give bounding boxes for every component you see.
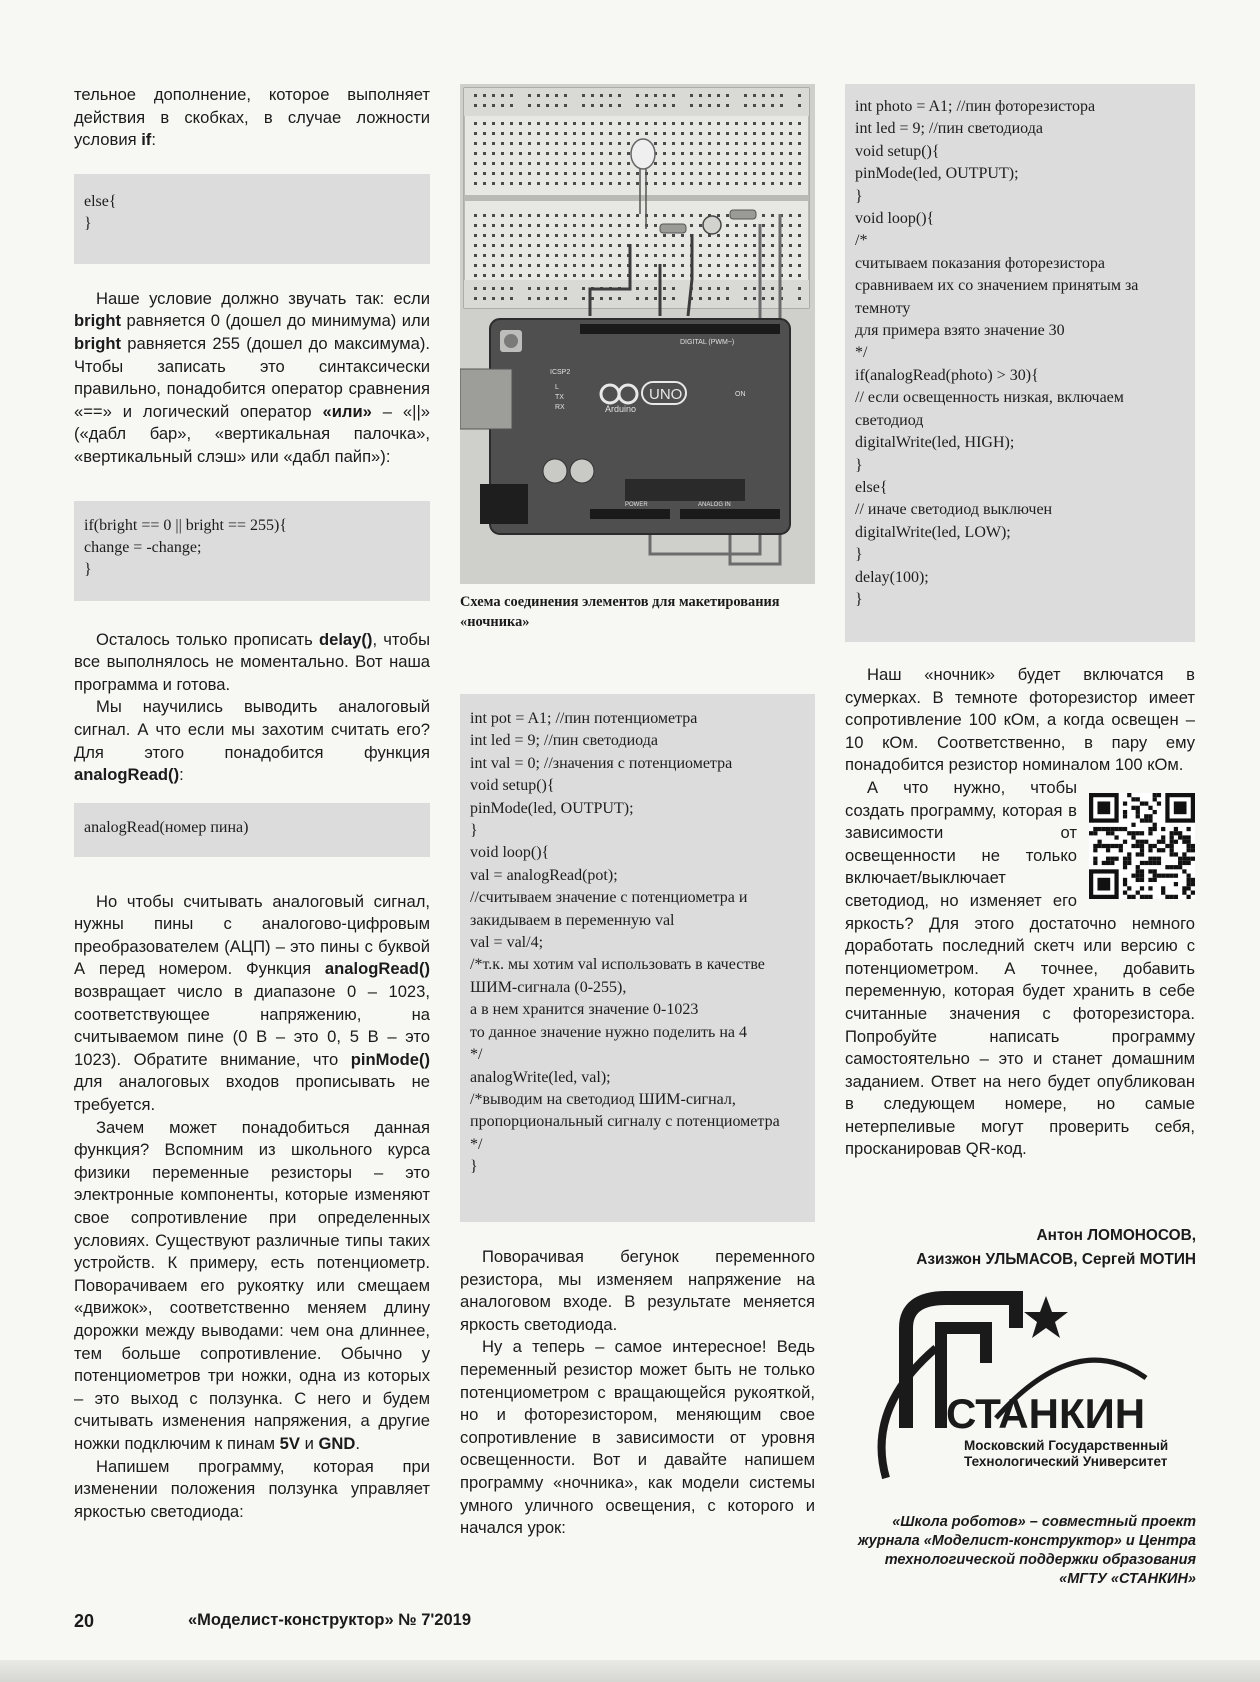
wiring-diagram	[460, 84, 815, 584]
code-line: /*выводим на светодиод ШИМ-сигнал, пропорциональный сигналу с потенциометра	[470, 1090, 780, 1131]
paragraph: Мы научились выводить аналоговый сигнал. А что если мы захотим считать его? Для этого понадобится функция analogRead():	[74, 697, 430, 785]
paragraph: А что нужно, чтобы создать программу, которая в зависимости от освещенности не только включает/выключает светодиод, но изменяет его яркость? Для этого достаточно немного доработать последний скетч или версию с потенциометром. А точнее, добавить переменную, которая будет хранить в себе считанные значения с фоторезистора. Попробуйте написать программу самостоятельно – это и станет домашним заданием. Ответ на него будет опубликован в следующем номере, но самые нетерпеливые могут проверить себя, просканировав QR-код.	[845, 777, 1195, 1159]
qr-code-icon[interactable]	[1089, 793, 1195, 899]
code-line: для примера взято значение 30	[855, 322, 1065, 340]
code-line: }	[855, 546, 863, 564]
code-line: else{	[855, 478, 888, 496]
code-line: /*	[855, 232, 868, 250]
middle-column	[460, 84, 815, 1540]
code-line: int val = 0; //значения с потенциометра	[470, 754, 733, 772]
board-name: Arduino	[605, 404, 637, 414]
code-line: }	[84, 215, 92, 233]
code-line: if(analogRead(photo) > 30){	[855, 366, 1039, 384]
page-number: 20	[74, 1611, 95, 1631]
board-logo: UNO	[649, 386, 683, 403]
scan-edge	[0, 1660, 1260, 1682]
code-line: int pot = A1; //пин потенциометра	[470, 710, 698, 727]
code-line: if(bright == 0 || bright == 255){	[84, 516, 288, 534]
code-block-else	[74, 174, 430, 264]
label-power: POWER	[625, 502, 648, 508]
photoresistor-icon	[703, 216, 721, 234]
code-line: analogRead(номер пина)	[84, 818, 249, 836]
digital-header	[580, 324, 780, 334]
logo-subtitle: Технологический Университет	[964, 1454, 1168, 1469]
code-line: }	[855, 456, 863, 474]
code-line: else{	[84, 192, 117, 210]
label-rx: RX	[555, 404, 565, 411]
power-jack	[480, 484, 528, 524]
code-line: digitalWrite(led, LOW);	[855, 523, 1011, 541]
qr-wrap	[845, 777, 1195, 1161]
label-digital: DIGITAL (PWM~)	[680, 339, 735, 346]
code-line: change = -change;	[84, 538, 202, 556]
code-line: pinMode(led, OUTPUT);	[855, 165, 1019, 183]
label-analog: ANALOG IN	[698, 502, 731, 508]
logo-caption: «Школа роботов» – совместный проект журнала «Моделист-конструктор» и Центра технологической поддержки образования «МГТУ «СТАНКИН»	[857, 1514, 1196, 1587]
code-line: analogWrite(led, val);	[470, 1068, 611, 1086]
right-column	[845, 84, 1195, 1161]
code-line: */	[470, 1046, 483, 1064]
label-tx: TX	[555, 394, 564, 401]
power-header	[590, 509, 670, 519]
code-line: void loop(){	[470, 844, 550, 862]
code-line: void setup(){	[855, 142, 940, 160]
code-line: // если освещенность низкая, включаем светодиод	[855, 389, 1128, 429]
code-line: int led = 9; //пин светодиода	[470, 732, 658, 750]
led-icon	[631, 139, 655, 169]
magazine-title: «Моделист-конструктор» № 7'2019	[188, 1611, 472, 1629]
paragraph: Наш «ночник» будет включатся в сумерках. В темноте фоторезистор имеет сопротивление 100 кОм, а когда освещен – 10 кОм. Соответственно, в пару ему понадобится резистор номиналом 100 кОм.	[845, 665, 1195, 775]
paragraph: Поворачивая бегунок переменного резистора, мы изменяем напряжение на аналоговом входе. В результате меняется яркость светодиода.	[460, 1247, 815, 1334]
code-line: int led = 9; //пин светодиода	[855, 120, 1043, 138]
paragraph: Наше условие должно звучать так: если bright равняется 0 (дошел до минимума) или bright равняется 255 (дошел до максимума). Чтобы записать это синтаксически правильно, понадобится оператор сравнения «==» и логический оператор «или» – «||» («дабл бар», «вертикальная палочка», «вертикальный слэш» или «дабл пайп»):	[74, 288, 431, 466]
code-line: считываем показания фоторезистора	[855, 254, 1106, 272]
code-line: //считываем значение с потенциометра и закидываем в переменную val	[470, 889, 752, 929]
author-line: Азизжон УЛЬМАСОВ, Сергей МОТИН	[916, 1251, 1196, 1268]
code-line: }	[84, 561, 92, 579]
code-line: val = analogRead(pot);	[470, 866, 618, 884]
code-line: сравниваем их со значением принятым за темноту	[855, 277, 1143, 317]
chip	[625, 479, 745, 501]
code-line: }	[855, 590, 863, 608]
label-on: ON	[735, 391, 746, 398]
code-line: то данное значение нужно поделить на 4	[470, 1023, 747, 1041]
code-line: }	[470, 822, 478, 840]
code-line: digitalWrite(led, HIGH);	[855, 434, 1015, 452]
paragraph: Но чтобы считывать аналоговый сигнал, нужны пины с аналогово-цифровым преобразователем (АЦП) – это пины с буквой А перед номером. Функция analogRead() возвращает число в диапазоне 0 – 1023, соответствующее напряжению, на считываемом пине (0 В – это 0, 5 В – это 1023). Обратите внимание, что pinMode() для аналоговых входов прописывать не требуется.	[74, 891, 430, 1115]
paragraph: Осталось только прописать delay(), чтобы все выполнялось не моментально. Вот наша программа и готова.	[74, 629, 430, 694]
code-block-photoresistor	[845, 84, 1195, 642]
resistor-icon	[660, 224, 686, 233]
code-line: }	[470, 1158, 478, 1176]
author-line: Антон ЛОМОНОСОВ,	[1036, 1227, 1196, 1244]
code-line: void setup(){	[470, 777, 555, 795]
code-block-potentiometer	[460, 694, 815, 1222]
paragraph: Зачем может понадобиться данная функция? Вспомним из школьного курса физики переменные резисторы – это электронные компоненты, которые изменяют свое сопротивление при определенных условиях. Существуют различные типы таких устройств. К примеру, есть потенциометр. Поворачиваем его рукоятку или смещаем «движок», соответственно меняем длину дорожки между выводами: чем она длиннее, тем больше сопротивление. Обычно у потенциометров три ножки, одна из которых – это выход с ползунка. С него и будем считывать изменения напряжения, а другие ножки подключим к пинам 5V и GND.	[74, 1117, 430, 1453]
logo-word: СТАНКИН	[946, 1390, 1146, 1437]
stankin-logo	[846, 1288, 1198, 1488]
code-line: а в нем хранится значение 0-1023	[470, 1001, 699, 1019]
resistor-icon	[730, 210, 756, 219]
figure-caption: Схема соединения элементов для макетирования «ночника»	[460, 594, 780, 630]
logo-subtitle: Московский Государственный	[964, 1438, 1169, 1453]
stankin-logo-graphic	[846, 1288, 1198, 1488]
code-line: delay(100);	[855, 568, 929, 586]
code-line: /*т.к. мы хотим val использовать в качестве ШИМ-сигнала (0-255),	[470, 956, 769, 996]
code-line: */	[855, 344, 868, 362]
paragraph: Напишем программу, которая при изменении положения ползунка управляет яркостью светодиода:	[74, 1456, 430, 1521]
code-line: void loop(){	[855, 210, 935, 228]
analog-header	[680, 509, 780, 519]
label-l: L	[555, 384, 559, 391]
code-line: }	[855, 187, 863, 205]
usb-connector	[460, 369, 512, 429]
code-line: int photo = A1; //пин фоторезистора	[855, 98, 1096, 115]
authors	[856, 1224, 1196, 1272]
left-column	[74, 84, 430, 1523]
code-line: // иначе светодиод выключен	[855, 501, 1053, 519]
code-line: val = val/4;	[470, 934, 544, 952]
code-line: */	[470, 1135, 483, 1153]
label-icsp: ICSP2	[550, 369, 571, 376]
code-block-analogread	[74, 803, 430, 857]
paragraph: тельное дополнение, которое выполняет действия в скобках, в случае ложности условия if:	[74, 85, 430, 150]
paragraph: Ну а теперь – самое интересное! Ведь переменный резистор может быть не только потенциометром с вращающейся рукояткой, но и фоторезистором, меняющим свое сопротивление в зависимости от уровня освещенности. Вот и давайте напишем программу «ночника», как модели системы умного уличного освещения, с которого и начался урок:	[460, 1337, 815, 1538]
code-line: pinMode(led, OUTPUT);	[470, 799, 634, 817]
code-block-if	[74, 501, 430, 601]
